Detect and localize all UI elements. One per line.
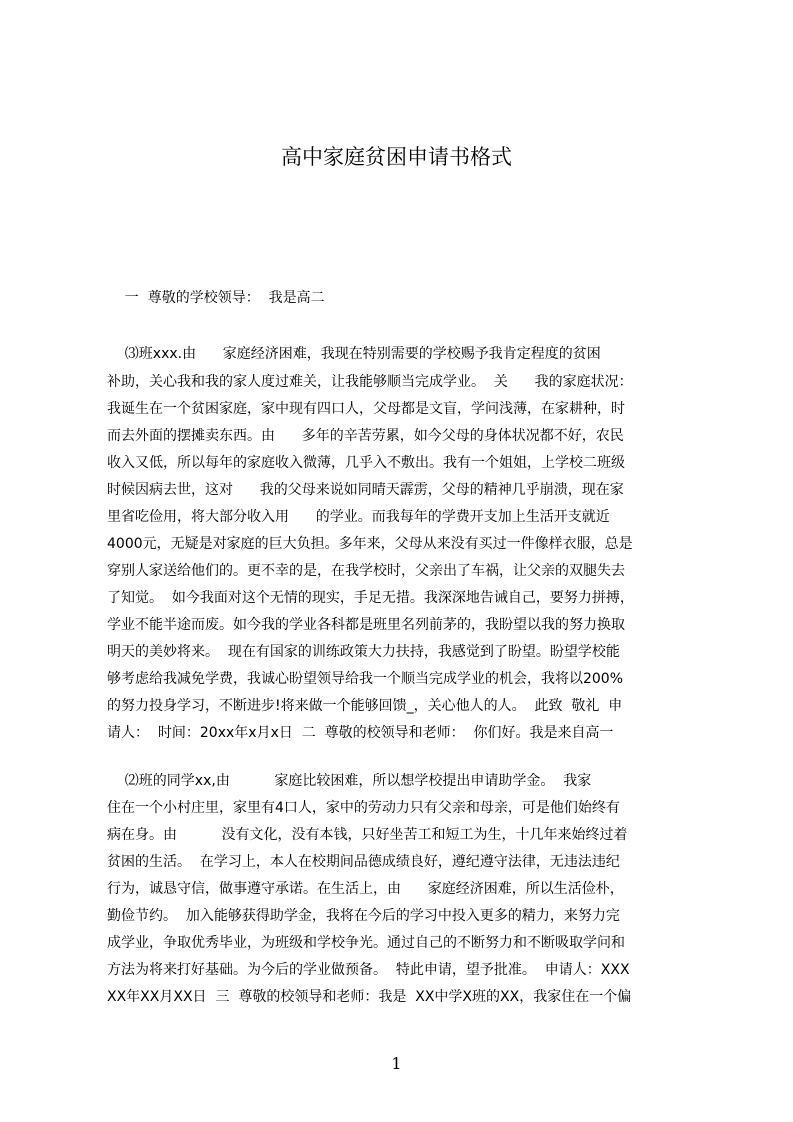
body-line: 一 尊敬的学校领导： 我是高二	[107, 290, 325, 306]
body-line: 4000元，无疑是对家庭的巨大负担。多年来，父母从来没有买过一件像样衣服，总是	[107, 536, 633, 552]
body-line: 明天的美妙将来。 现在有国家的训练政策大力扶持，我感觉到了盼望。盼望学校能	[107, 644, 620, 660]
body-line: 贫困的生活。 在学习上，本人在校期间品德成绩良好，遵纪遵守法律，无违法违纪	[107, 854, 620, 870]
body-line: 够考虑给我减免学费，我诚心盼望领导给我一个顺当完成学业的机会，我将以200%	[107, 671, 624, 687]
body-line: 而去外面的摆摊卖东西。由 多年的辛苦劳累，如今父母的身体状况都不好，农民	[107, 428, 624, 444]
body-line: 补助，关心我和我的家人度过难关，让我能够顺当完成学业。 关 我的家庭状况：	[107, 374, 633, 390]
body-line: 住在一个小村庄里，家里有4口人，家中的劳动力只有父亲和母亲，可是他们始终有	[107, 800, 620, 816]
document-title: 高中家庭贫困申请书格式	[281, 145, 512, 169]
body-line: 行为，诚恳守信，做事遵守承诺。在生活上，由 家庭经济困难，所以生活俭朴，	[107, 881, 624, 897]
body-line: 我诞生在一个贫困家庭，家中现有四口人，父母都是文盲，学问浅薄，在家耕种，时	[107, 401, 625, 417]
body-line: 的努力投身学习，不断进步!将来做一个能够回馈_，关心他人的人。 此致 敬礼 申	[107, 698, 623, 714]
body-line: 穿别人家送给他们的。更不幸的是，在我学校时，父亲出了车祸，让父亲的双腿失去	[107, 563, 625, 579]
body-line: 时候因病去世，这对 我的父母来说如同晴天霹雳，父母的精神几乎崩溃，现在家	[107, 482, 624, 498]
body-line: XX年XX月XX日 三 尊敬的校领导和老师：我是 XX中学X班的XX，我家住在一个偏	[107, 989, 632, 1005]
body-line: 病在身。由 没有文化，没有本钱，只好坐苦工和短工为生，十几年来始终过着	[107, 827, 628, 843]
page-number: 1	[391, 1054, 402, 1073]
body-line: 勤俭节约。 加入能够获得助学金，我将在今后的学习中投入更多的精力，来努力完	[107, 908, 620, 924]
body-line: ⑵班的同学xx,由 家庭比较困难，所以想学校提出申请助学金。 我家	[107, 773, 592, 789]
body-line: 请人： 时间：20xx年x月x日 二 尊敬的校领导和老师： 你们好。我是来自高一	[107, 725, 614, 741]
body-line: 里省吃俭用，将大部分收入用 的学业。而我每年的学费开支加上生活开支就近	[107, 509, 610, 525]
body-line: 收入又低，所以每年的家庭收入微薄，几乎入不敷出。我有一个姐姐，上学校二班级	[107, 455, 625, 471]
body-line: ⑶班xxx.由 家庭经济困难，我现在特别需要的学校赐予我肯定程度的贫困	[107, 346, 601, 362]
body-line: 学业不能半途而废。如今我的学业各科都是班里名列前茅的，我盼望以我的努力换取	[107, 617, 625, 633]
body-line: 成学业，争取优秀毕业，为班级和学校争光。通过自己的不断努力和不断吸取学问和	[107, 935, 625, 951]
body-line: 方法为将来打好基础。为今后的学业做预备。 特此申请，望予批准。 申请人：XXX	[107, 962, 630, 978]
body-line: 了知觉。 如今我面对这个无情的现实，手足无措。我深深地告诫自己，要努力拼搏，	[107, 590, 634, 606]
